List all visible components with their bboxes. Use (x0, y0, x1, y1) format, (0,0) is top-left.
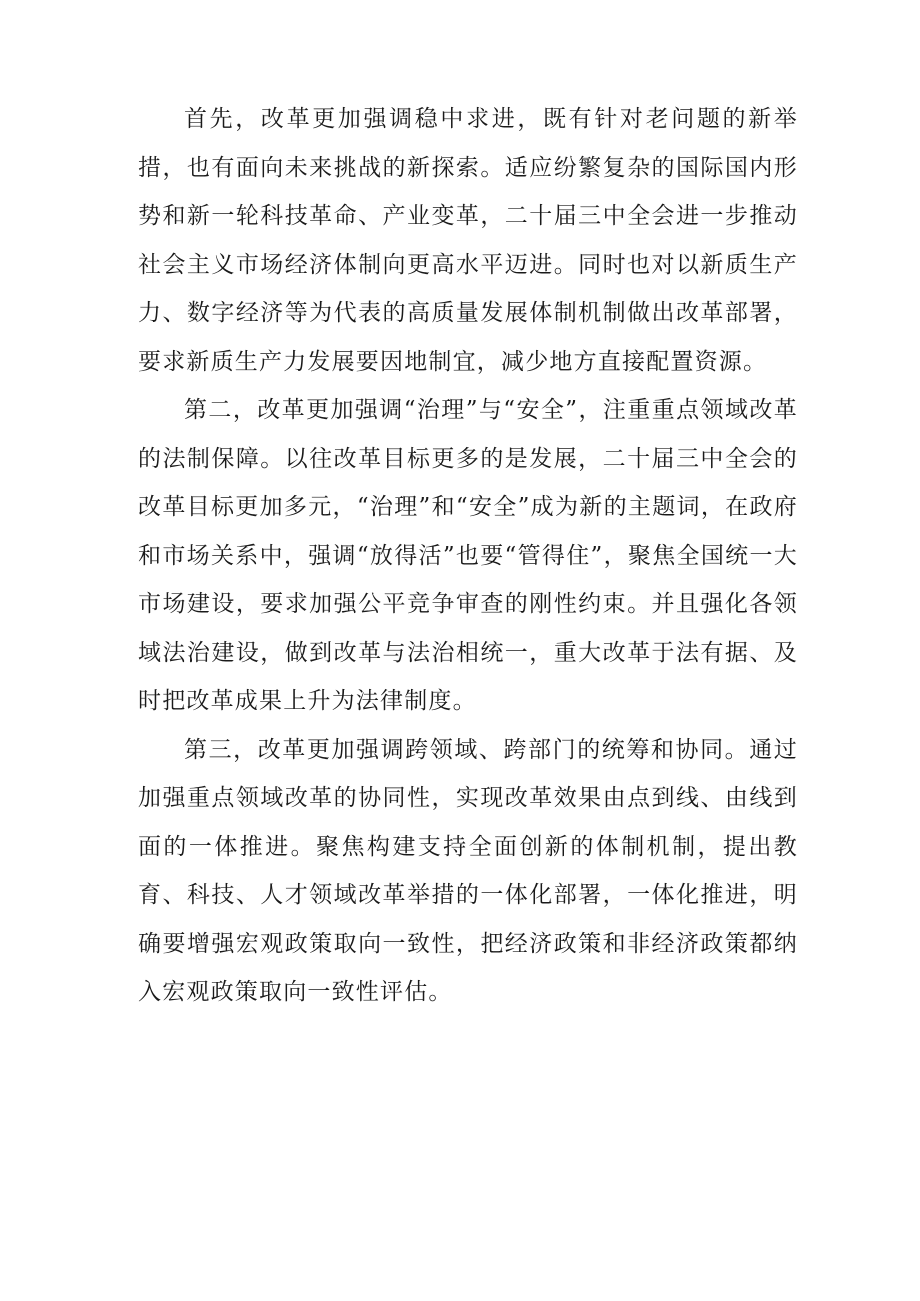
paragraph-third: 第三，改革更加强调跨领域、跨部门的统筹和协同。通过加强重点领域改革的协同性，实现改革效果由点到线、由线到面的一体推进。聚焦构建支持全面创新的体制机制，提出教育、科技、人才领域改革举措的一体化部署，一体化推进，明确要增强宏观政策取向一致性，把经济政策和非经济政策都纳入宏观政策取向一致性评估。 (138, 736, 798, 1005)
paragraph-first: 首先，改革更加强调稳中求进，既有针对老问题的新举措，也有面向未来挑战的新探索。适应纷繁复杂的国际国内形势和新一轮科技革命、产业变革，二十届三中全会进一步推动社会主义市场经济体制向更高水平迈进。同时也对以新质生产力、数字经济等为代表的高质量发展体制机制做出改革部署，要求新质生产力发展要因地制宜，减少地方直接配置资源。 (138, 106, 798, 375)
paragraph-second: 第二，改革更加强调“治理”与“安全”，注重重点领域改革的法制保障。以往改革目标更多的是发展，二十届三中全会的改革目标更加多元，“治理”和“安全”成为新的主题词，在政府和市场关系中，强调“放得活”也要“管得住”，聚焦全国统一大市场建设，要求加强公平竞争审查的刚性约束。并且强化各领域法治建设，做到改革与法治相统一，重大改革于法有据、及时把改革成果上升为法律制度。 (138, 397, 798, 714)
document-body (138, 95, 798, 1017)
